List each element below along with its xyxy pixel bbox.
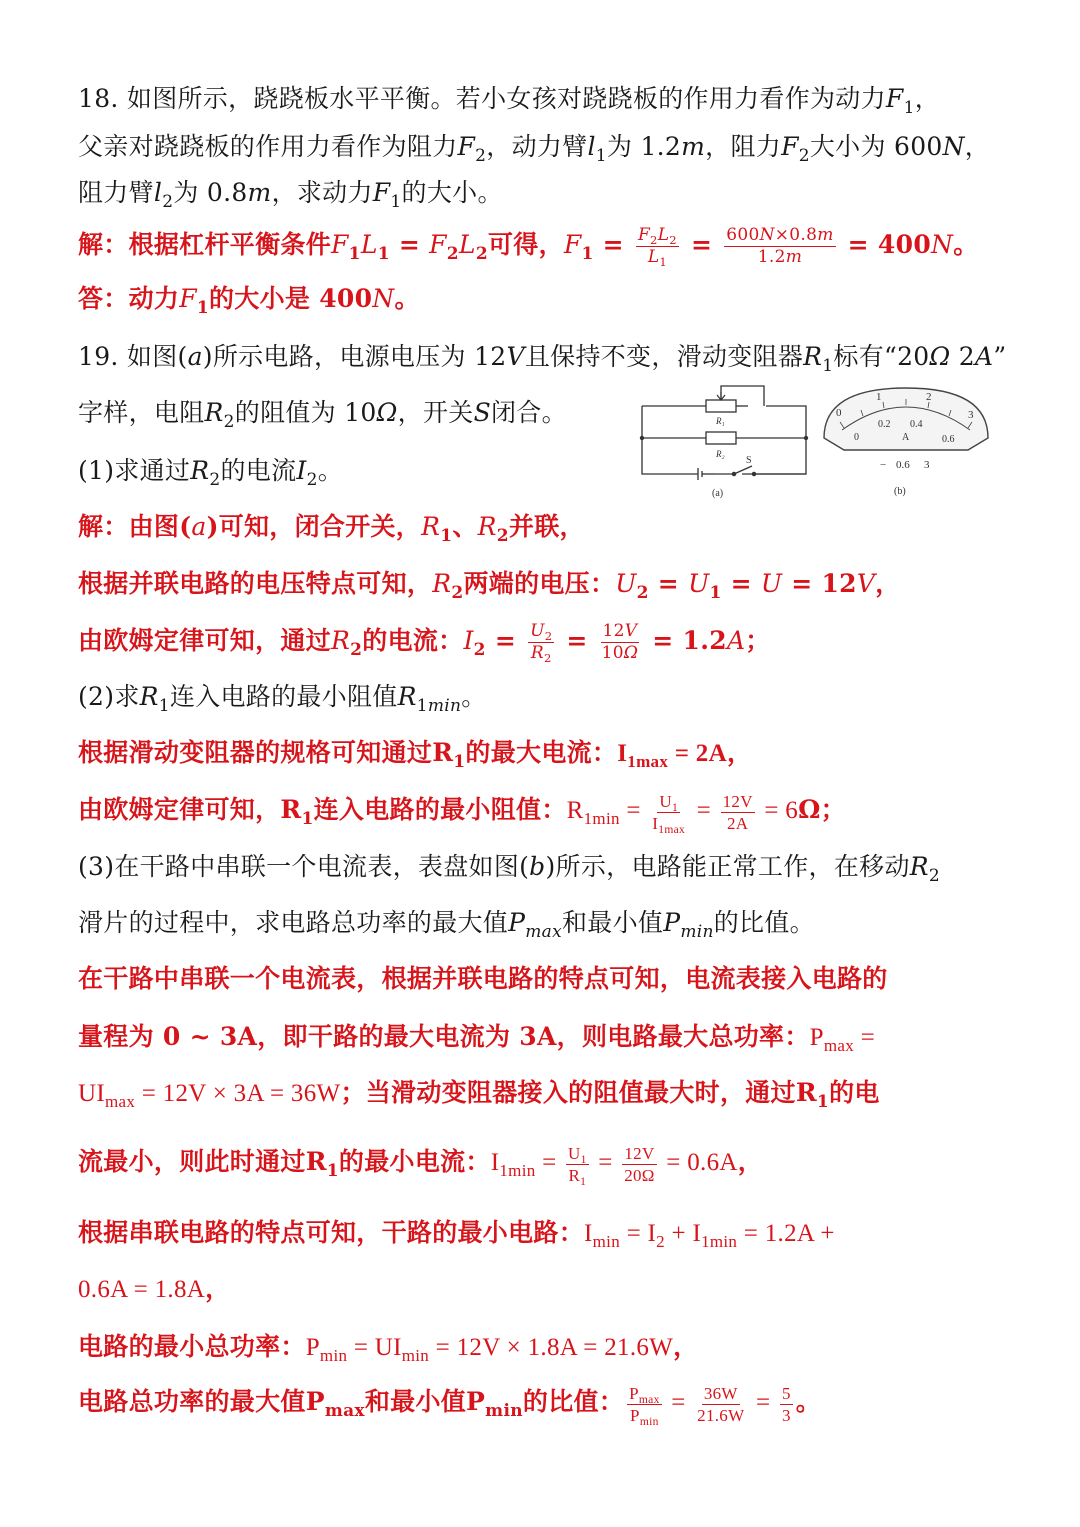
q19-part1-solution-2: 根据并联电路的电压特点可知，$R_2$两端的电压：$U_2 = U_1 = U = 12V$， (78, 569, 901, 603)
q18-solution: 解：根据杠杆平衡条件$F_1L_1 = F_2L_2$可得，$F_1$ = $\frac{F_2L_2}{L_1}$ = $\frac{600N\times 0.8m}{1.2m}$ = 400N。 (78, 225, 979, 270)
resistor-r1 (706, 400, 736, 412)
q18-line-1: 18. 如图所示，跷跷板水平平衡。若小女孩对跷跷板的作用力看作为动力$F_1$， (78, 84, 941, 118)
q19-part3-solution-5: 根据串联电路的特点可知，干路的最小电路：$I_{min} = I_2 + I_{1min} = 1.2A$ + (78, 1218, 835, 1251)
terminal-0-6: 0.6 (896, 459, 910, 471)
q18-line-3: 阻力臂$l_2$为 0.8m，求动力$F_1$的大小。 (78, 178, 503, 212)
q19-part3-solution-2: 量程为 0 ~ 3A，即干路的最大电流为 3A，则电路最大总功率：$P_{max}$ = (78, 1022, 875, 1055)
q19-part1-solution-1: 解：由图(a)可知，闭合开关，$R_1$、$R_2$并联， (78, 512, 585, 546)
junction-dot-right (804, 436, 808, 440)
junction-dot-left (640, 436, 644, 440)
q19-line-2: 字样，电阻$R_2$的阻值为 10Ω，开关S闭合。 (78, 398, 567, 432)
q18-answer: 答：动力$F_1$的大小是 400N。 (78, 284, 420, 318)
figure-a-caption: (a) (712, 488, 724, 499)
switch-label: S (746, 455, 752, 466)
inner-scale-0-2: 0.2 (878, 419, 891, 430)
q19-part3-question-1: (3)在干路中串联一个电流表，表盘如图(b)所示，电路能正常工作，在移动$R_2$ (78, 852, 940, 886)
q19-part2-solution-2: 由欧姆定律可知，$R_1$连入电路的最小阻值：$R_{1min}$ = $\frac{U_1}{I_{1max}}$ = $\frac{12V}{2A}$ = 6Ω； (78, 792, 846, 837)
q19-part1-solution-3: 由欧姆定律可知，通过$R_2$的电流：$I_2$ = $\frac{U_2}{R_2}$ = $\frac{12V}{10\Omega}$ = 1.2A； (78, 621, 771, 666)
ammeter-dial-b (818, 380, 994, 502)
circuit-diagram-a (636, 382, 812, 500)
q19-part3-solution-6: 0.6A = 1.8A， (78, 1274, 231, 1303)
outer-scale-0: 0 (836, 407, 842, 419)
outer-scale-1: 1 (876, 391, 882, 403)
q19-part3-solution-8: 电路总功率的最大值$P_{max}$和最小值$P_{min}$的比值： $\frac{P_{max}}{P_{min}}$ = $\frac{36W}{21.6W}$ = $\frac{5}{3}$ 。 (78, 1384, 822, 1429)
r2-label: R₂ (716, 449, 725, 459)
q19-part3-solution-4: 流最小，则此时通过$R_1$的最小电流：$I_{1min}$ = $\frac{U_1}{R_1}$ = $\frac{12V}{20\Omega}$ = 0.6A， (78, 1144, 764, 1189)
terminal-negative: − (880, 459, 887, 471)
figure-b-caption: (b) (894, 486, 906, 497)
inner-scale-0: 0 (854, 432, 859, 443)
terminal-3: 3 (924, 459, 930, 471)
q19-part3-question-2: 滑片的过程中，求电路总功率的最大值$P_{max}$和最小值$P_{min}$的比值。 (78, 908, 815, 942)
r1-label: R₁ (716, 416, 725, 426)
inner-scale-0-4: 0.4 (910, 419, 923, 430)
inner-scale-0-6: 0.6 (942, 434, 955, 445)
q18-line-2: 父亲对跷跷板的作用力看作为阻力$F_2$，动力臂$l_1$为 1.2m，阻力$F_2$大小为 600N， (78, 132, 991, 166)
q19-part1-question: (1)求通过$R_2$的电流$I_2$。 (78, 456, 343, 490)
resistor-r2 (706, 432, 736, 444)
q19-part3-solution-3: $UI_{max} = 12V \times 3A = 36W$；当滑动变阻器接入的阻值最大时，通过$R_1$的电 (78, 1078, 880, 1112)
q19-part3-solution-7: 电路的最小总功率：$P_{min} = UI_{min} = 12V \times 1.8A = 21.6W$， (78, 1332, 699, 1365)
q19-part2-question: (2)求$R_1$连入电路的最小阻值$R_{1min}$。 (78, 682, 487, 716)
q19-part3-solution-1: 在干路中串联一个电流表，根据并联电路的特点可知，电流表接入电路的 (78, 964, 888, 993)
q19-line-1: 19. 如图(a)所示电路，电源电压为 12V且保持不变，滑动变阻器$R_1$标有“20Ω 2A” (78, 342, 1007, 376)
outer-scale-2: 2 (926, 391, 932, 403)
dial-unit: A (902, 432, 910, 443)
q19-part2-solution-1: 根据滑动变阻器的规格可知通过$R_1$的最大电流：$I_{1max} = 2A$， (78, 738, 753, 772)
slider-arrow-icon (717, 392, 725, 400)
outer-scale-3: 3 (968, 409, 974, 421)
